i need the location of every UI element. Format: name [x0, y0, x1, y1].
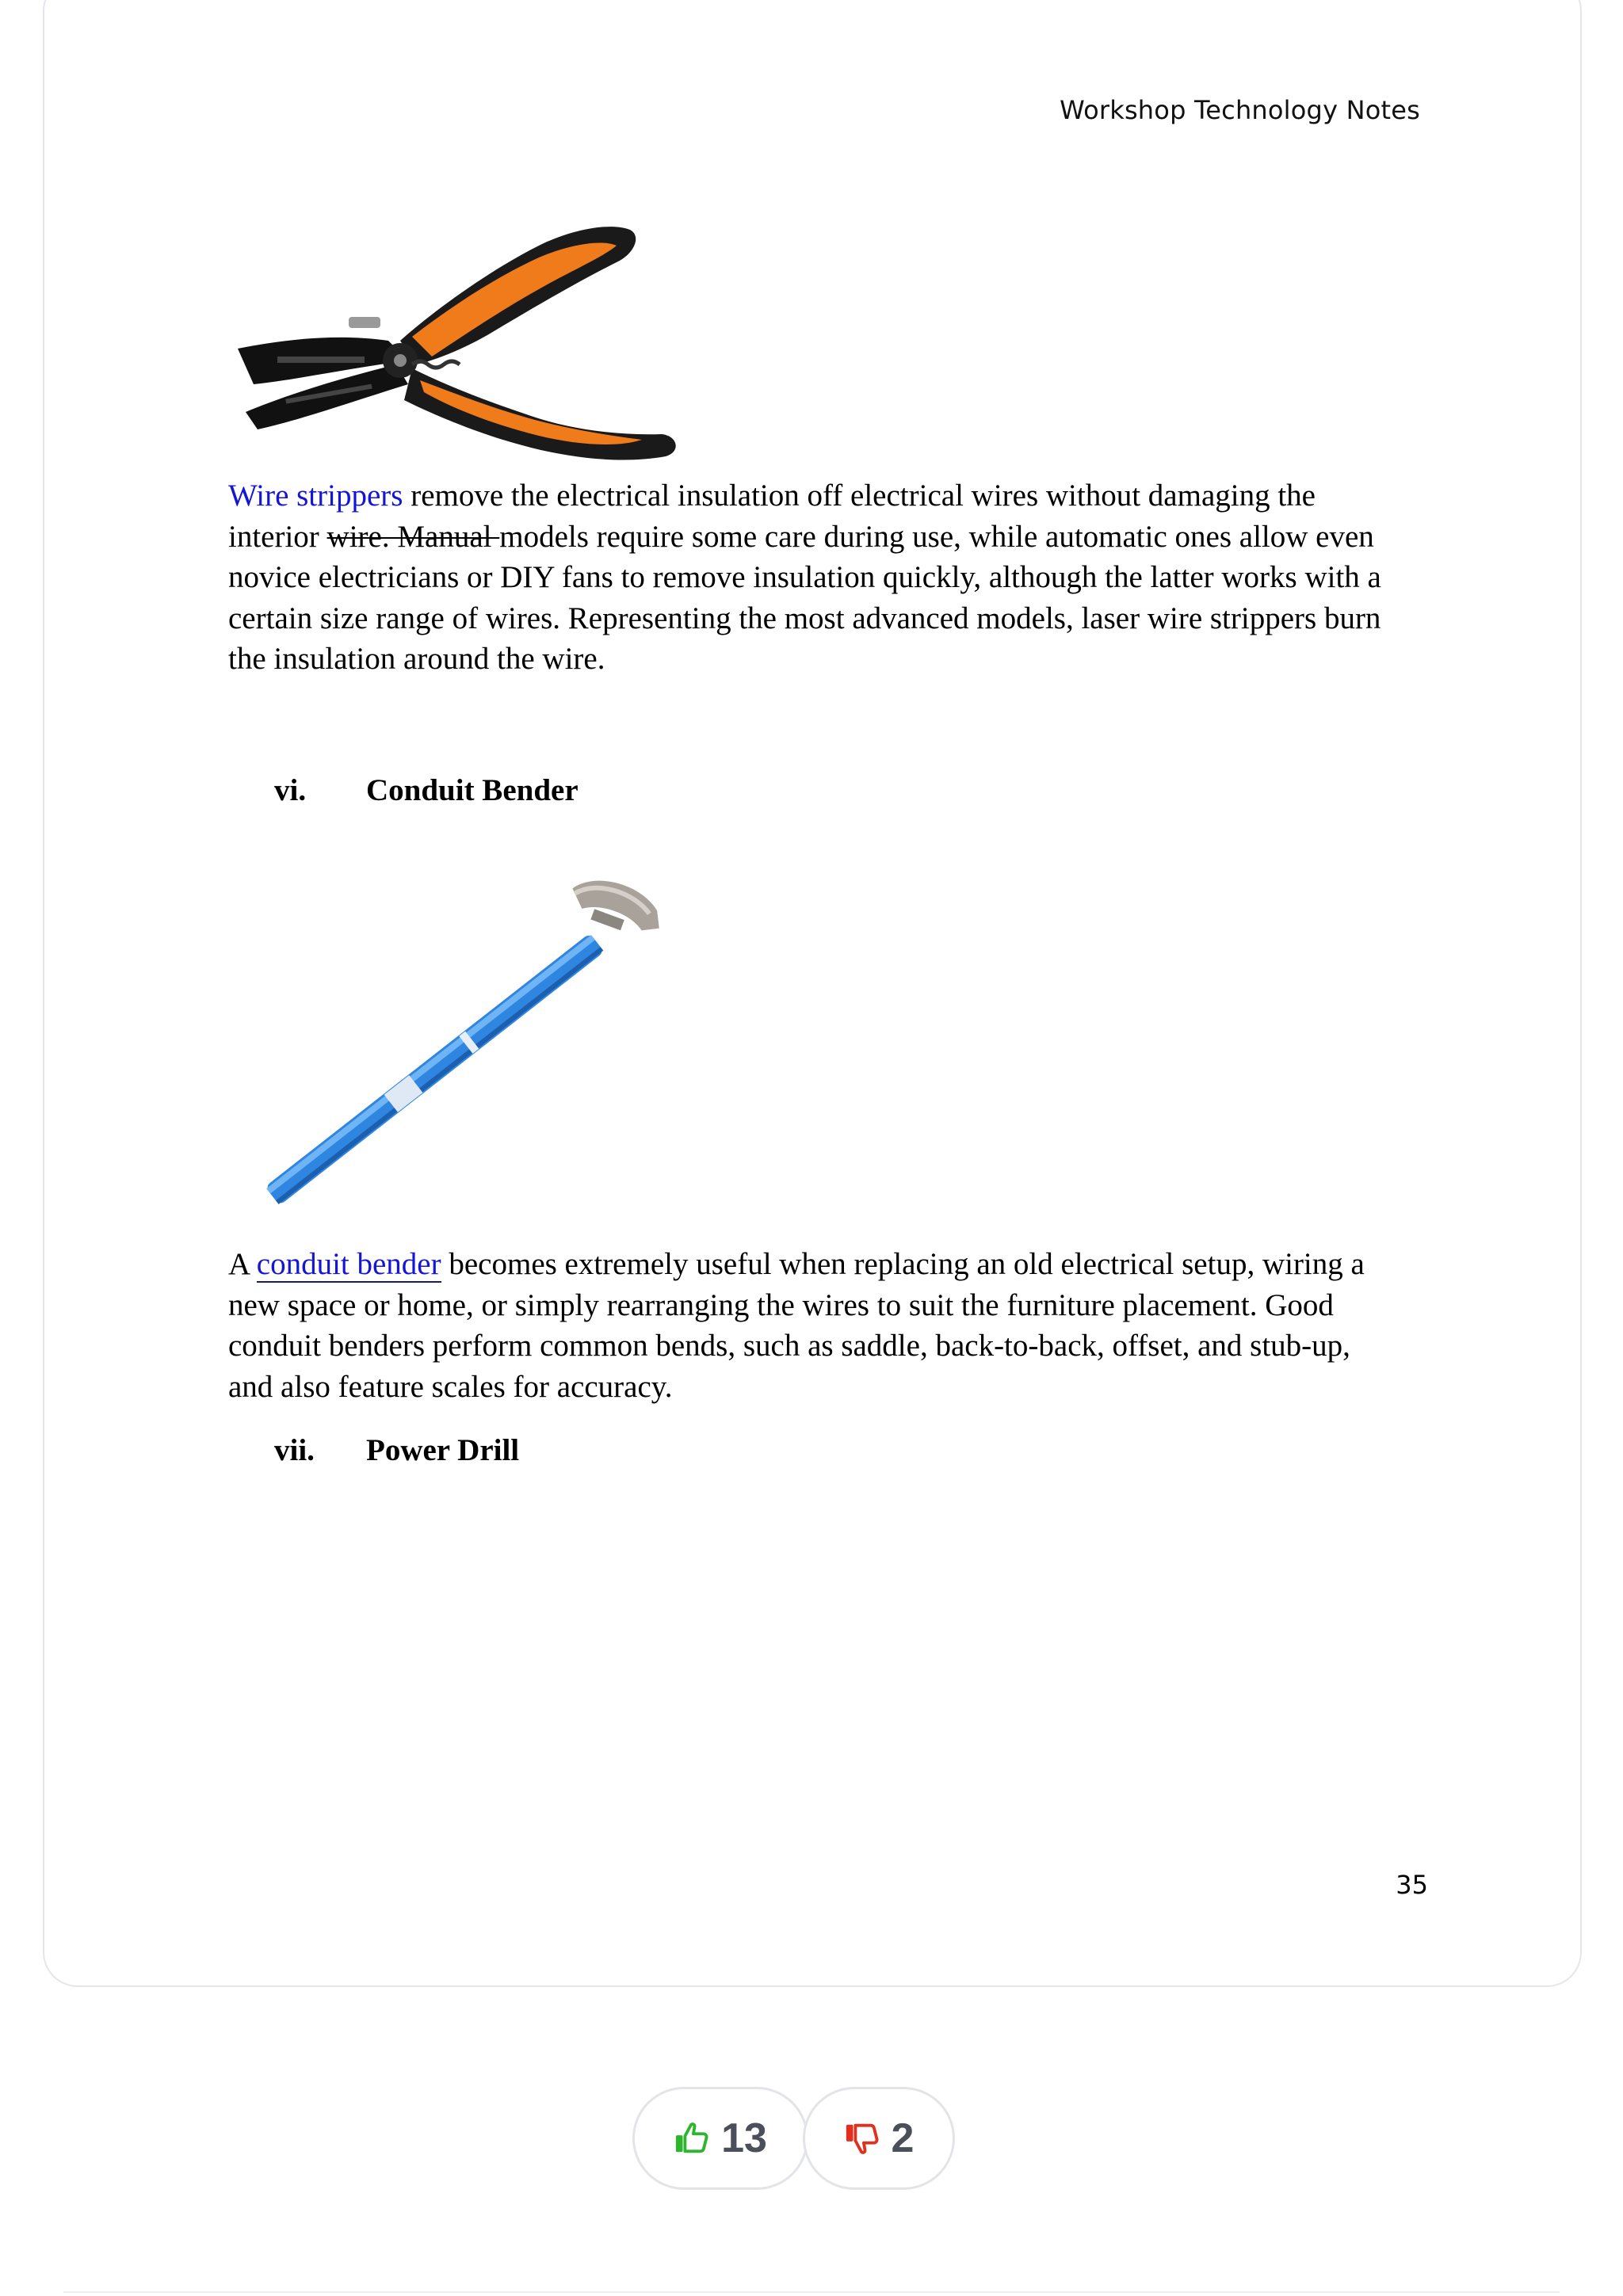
paragraph-text: remove the electrical insulation off electrical wires without damaging the interior — [228, 479, 1316, 554]
upvote-count: 13 — [721, 2115, 767, 2161]
section-heading-power-drill — [274, 1432, 519, 1468]
section-heading-conduit-bender — [274, 772, 579, 808]
wire-stripper-image — [230, 222, 689, 467]
conduit-bender-link[interactable]: conduit bender — [256, 1247, 441, 1281]
upvote-button[interactable] — [632, 2087, 808, 2190]
section-title: Conduit Bender — [366, 773, 579, 807]
section-number: vii. — [274, 1433, 315, 1467]
conduit-bender-paragraph — [228, 1244, 1401, 1407]
paragraph-text: A — [228, 1247, 257, 1281]
wire-strippers-paragraph — [228, 475, 1401, 680]
paragraph-text: models require some care during use, while automatic ones allow even novice electricians or DIY fans to remove insulation quickly, although the latter works with a certain size range of wires. Representing the most advanced models, laser wire strippers burn the insulation around the wire. — [228, 519, 1381, 676]
downvote-button[interactable] — [803, 2087, 955, 2190]
thumbs-down-icon — [844, 2120, 880, 2157]
section-title: Power Drill — [366, 1433, 520, 1467]
conduit-bender-image — [230, 860, 689, 1240]
footer-divider — [63, 2291, 1560, 2293]
struck-text: wire. Manual — [327, 519, 500, 554]
wire-strippers-link[interactable]: Wire strippers — [228, 479, 403, 513]
page-header: Workshop Technology Notes — [1060, 95, 1420, 125]
section-number: vi. — [274, 773, 307, 807]
vote-bar — [0, 2087, 1623, 2190]
paragraph-text: becomes extremely useful when replacing an old electrical setup, wiring a new space or home, or simply rearranging the wires to suit the furniture placement. Good conduit benders perform common bends, such as saddle, back-to-back, offset, and stub-up, and also feature scales for accuracy. — [228, 1247, 1365, 1404]
downvote-count: 2 — [891, 2115, 915, 2161]
page-number: 35 — [1396, 1870, 1428, 1900]
thumbs-up-icon — [674, 2120, 710, 2157]
